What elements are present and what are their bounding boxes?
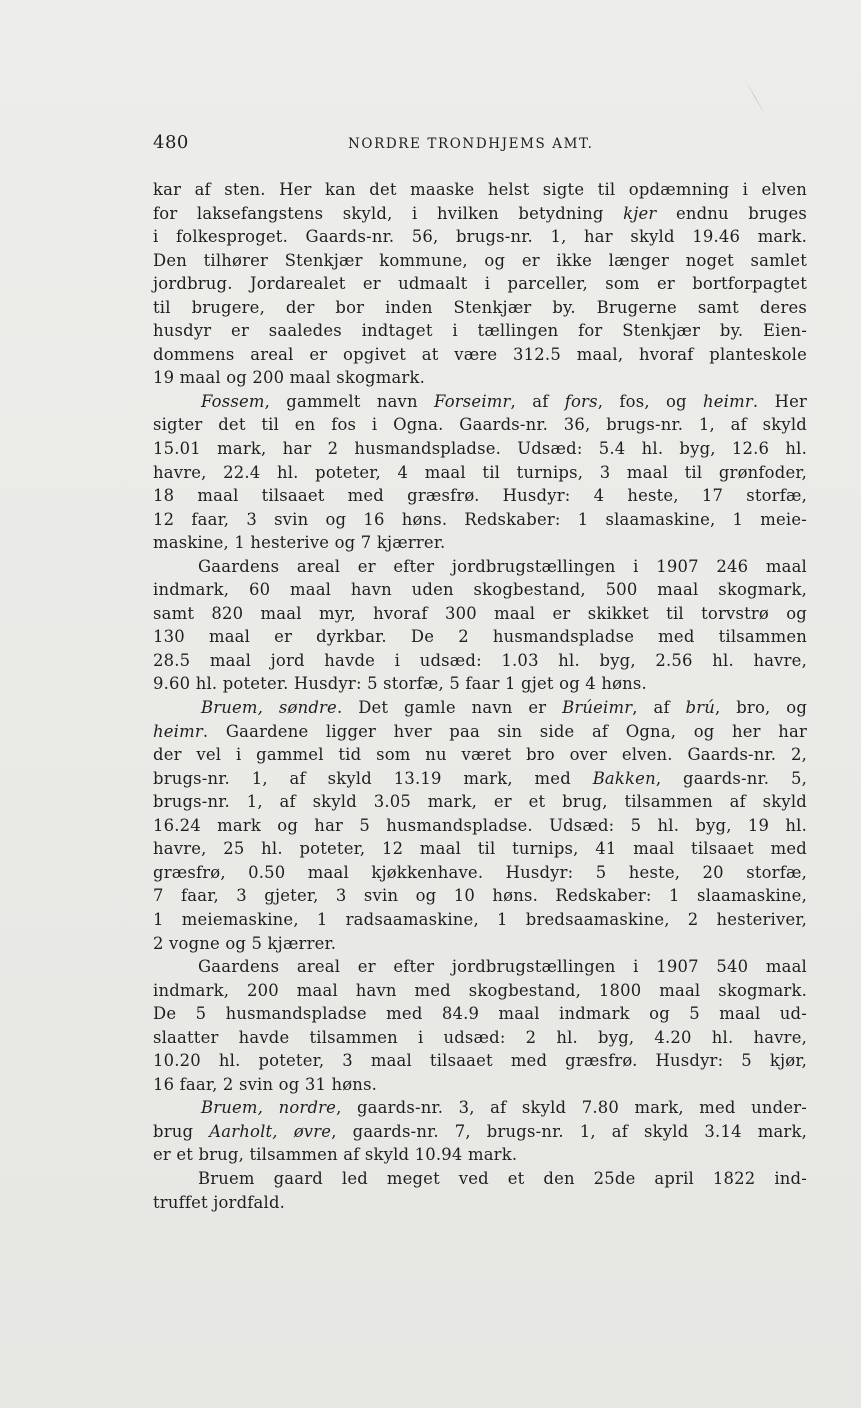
page-number: 480 — [153, 132, 189, 153]
text-line: 18 maal tilsaaet med græsfrø. Husdyr: 4 heste, 17 storfæ, — [153, 486, 807, 506]
text-line: 2 vogne og 5 kjærrer. — [153, 933, 337, 953]
text-line: 19 maal og 200 maal skogmark. — [153, 368, 426, 388]
text-line: sigter det til en fos i Ogna. Gaards-nr. 36, brugs-nr. 1, af skyld — [153, 415, 807, 435]
text-line: Bruem, søndre. Det gamle navn er Brúeimr, af brú, bro, og — [201, 698, 808, 718]
text-line: Fossem, gammelt navn Forseimr, af fors, fos, og heimr. Her — [201, 391, 808, 411]
running-head: NORDRE TRONDHJEMS AMT. — [348, 136, 594, 152]
text-line: 15.01 mark, har 2 husmandspladse. Udsæd: 5.4 hl. byg, 12.6 hl. — [153, 439, 807, 459]
text-line: jordbrug. Jordarealet er udmaalt i parceller, som er bortforpagtet — [153, 274, 807, 294]
text-line: indmark, 200 maal havn med skogbestand, 1800 maal skogmark. — [153, 980, 807, 1000]
text-line: 7 faar, 3 gjeter, 3 svin og 10 høns. Redskaber: 1 slaamaskine, — [153, 886, 807, 906]
text-line: til brugere, der bor inden Stenkjær by. Brugerne samt deres — [153, 297, 807, 317]
text-line: kar af sten. Her kan det maaske helst sigte til opdæmning i elven — [153, 180, 807, 199]
text-line: Bruem gaard led meget ved et den 25de april 1822 ind- — [198, 1168, 807, 1188]
text-line: 10.20 hl. poteter, 3 maal tilsaaet med græsfrø. Husdyr: 5 kjør, — [153, 1051, 807, 1071]
text-line: 28.5 maal jord havde i udsæd: 1.03 hl. byg, 2.56 hl. havre, — [153, 650, 807, 670]
body-text — [153, 178, 807, 1214]
text-line: 130 maal er dyrkbar. De 2 husmandspladse med tilsammen — [153, 627, 807, 647]
text-line: dommens areal er opgivet at være 312.5 maal, hvoraf planteskole — [153, 344, 807, 364]
text-line: brug Aarholt, øvre, gaards-nr. 7, brugs-nr. 1, af skyld 3.14 mark, — [153, 1121, 808, 1141]
text-line: indmark, 60 maal havn uden skogbestand, 500 maal skogmark, — [153, 580, 807, 600]
text-line: 9.60 hl. poteter. Husdyr: 5 storfæ, 5 faar 1 gjet og 4 høns. — [153, 674, 647, 694]
text-line: Gaardens areal er efter jordbrugstællingen i 1907 540 maal — [198, 957, 807, 977]
text-line: Gaardens areal er efter jordbrugstællingen i 1907 246 maal — [198, 556, 807, 576]
text-line: Bruem, nordre, gaards-nr. 3, af skyld 7.80 mark, med under- — [201, 1098, 807, 1118]
text-line: samt 820 maal myr, hvoraf 300 maal er skikket til torvstrø og — [153, 603, 807, 623]
text-line: 16 faar, 2 svin og 31 høns. — [153, 1074, 378, 1094]
text-line: Den tilhører Stenkjær kommune, og er ikke længer noget samlet — [153, 250, 807, 270]
text-line: maskine, 1 hesterive og 7 kjærrer. — [153, 533, 446, 553]
text-line: 1 meiemaskine, 1 radsaamaskine, 1 bredsaamaskine, 2 hesteriver, — [153, 909, 807, 929]
text-line: græsfrø, 0.50 maal kjøkkenhave. Husdyr: 5 heste, 20 storfæ, — [153, 862, 807, 882]
text-line: der vel i gammel tid som nu været bro over elven. Gaards-nr. 2, — [153, 745, 807, 765]
text-line: husdyr er saaledes indtaget i tællingen for Stenkjær by. Eien- — [153, 321, 807, 341]
text-line: truffet jordfald. — [153, 1192, 286, 1212]
text-line: 12 faar, 3 svin og 16 høns. Redskaber: 1 slaamaskine, 1 meie- — [153, 509, 807, 529]
text-line: 16.24 mark og har 5 husmandspladse. Udsæd: 5 hl. byg, 19 hl. — [153, 815, 807, 835]
text-line: slaatter havde tilsammen i udsæd: 2 hl. byg, 4.20 hl. havre, — [153, 1027, 807, 1047]
text-line: heimr. Gaardene ligger hver paa sin side af Ogna, og her har — [153, 721, 807, 741]
text-line: De 5 husmandspladse med 84.9 maal indmark og 5 maal ud- — [153, 1004, 807, 1024]
scan-artifact — [745, 80, 766, 115]
text-line: i folkesproget. Gaards-nr. 56, brugs-nr. 1, har skyld 19.46 mark. — [153, 227, 807, 247]
page-header — [153, 132, 807, 156]
text-line: havre, 25 hl. poteter, 12 maal til turnips, 41 maal tilsaaet med — [153, 839, 807, 859]
text-line: havre, 22.4 hl. poteter, 4 maal til turnips, 3 maal til grønfoder, — [153, 462, 807, 482]
text-line: er et brug, tilsammen af skyld 10.94 mark. — [153, 1145, 518, 1165]
text-line: brugs-nr. 1, af skyld 13.19 mark, med Bakken, gaards-nr. 5, — [153, 768, 807, 788]
text-line: brugs-nr. 1, af skyld 3.05 mark, er et brug, tilsammen af skyld — [153, 792, 807, 812]
text-line: for laksefangstens skyld, i hvilken betydning kjer endnu bruges — [153, 203, 807, 223]
